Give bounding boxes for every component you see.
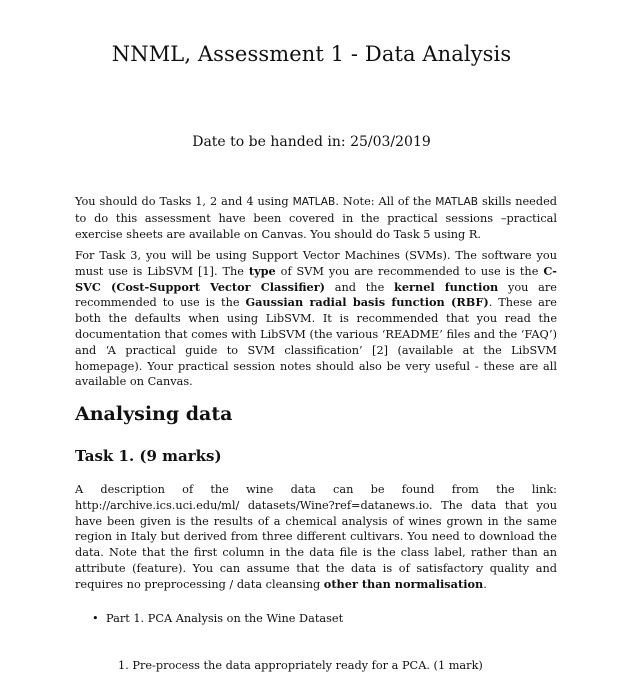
task3-text-5: . These are both the defaults when using LibSVM. It is recommended that you read the documentation that comes with LibSVM (the various ‘README’ files and the ‘FAQ’) and ‘A practical guide to SVM classification’ [2] (available at the LibSVM homepage). Your practical session notes should also be very useful - these are all available on Canvas. bbox=[75, 296, 557, 389]
section-heading: Analysing data bbox=[75, 403, 233, 425]
intro-paragraph bbox=[75, 194, 557, 242]
bullet-text: Part 1. PCA Analysis on the Wine Dataset bbox=[106, 612, 344, 625]
bullet-list-item bbox=[92, 612, 343, 625]
numbered-list-item bbox=[118, 659, 483, 672]
enum-number: 1. bbox=[118, 659, 129, 672]
task1-paragraph bbox=[75, 482, 557, 593]
matlab-term: MATLAB bbox=[435, 196, 478, 208]
task1-marks: (9 marks) bbox=[139, 447, 222, 465]
bold-type: type bbox=[248, 263, 276, 278]
bold-rbf: Gaussian radial basis function (RBF) bbox=[245, 295, 489, 310]
task1-label: Task 1. bbox=[75, 447, 135, 465]
task3-paragraph bbox=[75, 248, 557, 390]
bullet-dot-icon: • bbox=[92, 612, 99, 625]
bold-csvc: C-SVC (Cost-Support Vector Classifier) bbox=[75, 263, 557, 294]
task3-text-2: of SVM you are recommended to use is the bbox=[275, 264, 544, 278]
task1-text-1: A description of the wine data can be found from the link: http://archive.ics.uci.edu/ml/ datasets/Wine?ref=datanews.io. The data that you have been given is the results of a chemical analysis of wines grown in the same region in Italy but derived from three different cultivars. You need to download the data. Note that the first column in the data file is the class label, rather than an attribute (feature). You can assume that the data is of satisfactory quality and requires no preprocessing / data cleansing bbox=[75, 483, 557, 591]
bold-other-than-normalisation: other than normalisation bbox=[323, 576, 484, 591]
task1-heading bbox=[75, 447, 222, 465]
document-title: NNML, Assessment 1 - Data Analysis bbox=[111, 42, 512, 66]
intro-text-2: . Note: All of the bbox=[335, 195, 436, 208]
task3-text-3: and the bbox=[325, 280, 395, 294]
matlab-term: MATLAB bbox=[292, 196, 336, 208]
intro-text-1: You should do Tasks 1, 2 and 4 using bbox=[75, 195, 293, 208]
due-date: Date to be handed in: 25/03/2019 bbox=[192, 134, 431, 150]
enum-text: Pre-process the data appropriately ready for a PCA. (1 mark) bbox=[132, 659, 483, 672]
intro-text-3: skills needed to do this assessment have been covered in the practical sessions –practical exercise sheets are available on Canvas. You should do Task 5 using R. bbox=[75, 195, 557, 241]
task3-text-1: For Task 3, you will be using Support Vector Machines (SVMs). The software you must use is LibSVM [1]. The bbox=[75, 249, 557, 278]
bold-kernel: kernel function bbox=[394, 279, 499, 294]
task1-text-2: . bbox=[483, 577, 487, 591]
task3-text-4: you are recommended to use is the bbox=[75, 280, 557, 310]
